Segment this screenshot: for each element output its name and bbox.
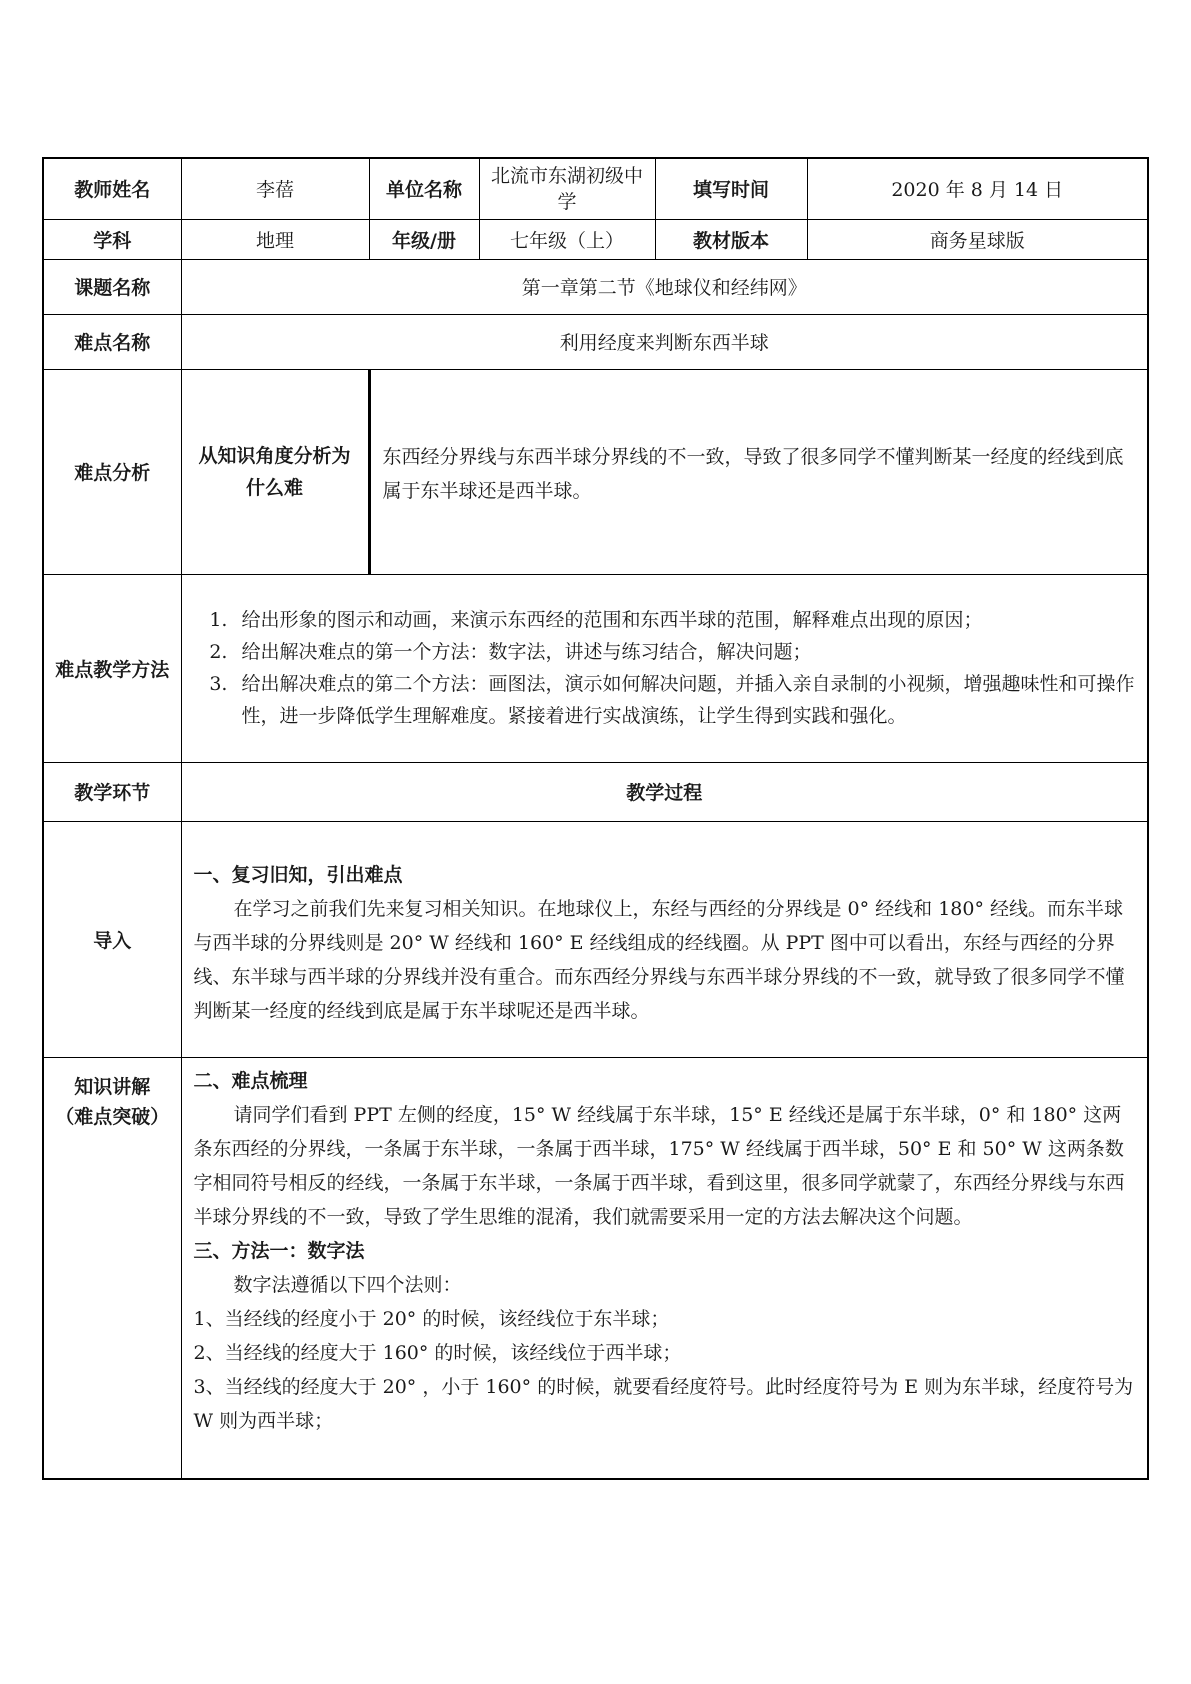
fill-date-label: 填写时间 [655,158,807,219]
knowledge-label-cell [43,1057,181,1479]
rule-3: 3、当经线的经度大于 20° ，小于 160° 的时候，就要看经度符号。此时经度符号为 E 则为东半球，经度符号为 W 则为西半球； [193,1375,1134,1432]
methods-item-3: 3. 给出解决难点的第二个方法：画图法，演示如何解决问题，并插入亲自录制的小视频，增强趣味性和可操作性，进一步降低学生理解难度。紧接着进行实战演练，让学生得到实践和强化。 [234,668,1136,732]
rules-intro: 数字法遵循以下四个法则： [233,1273,462,1296]
methods-cell [181,574,1148,762]
difficulty-label: 难点名称 [43,314,181,369]
teacher-name-label: 教师姓名 [43,158,181,219]
knowledge-heading-3: 三、方法一：数字法 [193,1239,365,1262]
topic-label: 课题名称 [43,259,181,314]
row-basic-info [43,158,1148,219]
teacher-name-value: 李蓓 [181,158,369,219]
row-methods [43,574,1148,762]
row-knowledge [43,1057,1148,1479]
row-difficulty-name [43,314,1148,369]
knowledge-heading-2: 二、难点梳理 [193,1069,308,1092]
subject-label: 学科 [43,219,181,259]
row-intro [43,821,1148,1057]
fill-date-value: 2020 年 8 月 14 日 [807,158,1148,219]
knowledge-label: 知识讲解 [74,1075,151,1098]
edition-label: 教材版本 [655,219,807,259]
knowledge-text-2: 请同学们看到 PPT 左侧的经度，15° W 经线属于东半球，15° E 经线还是属于东半球，0° 和 180° 这两条东西经的分界线，一条属于东半球，一条属于西半球，175° W 经线属于西半球，50° E 和 50° W 这两条数字相同符号相反的经线，一条属于东半球，一条属于西半球，看到这里，很多同学就蒙了，东西经分界线与东西半球分界线的不一致，导致了学生思维的混淆，我们就需要采用一定的方法去解决这个问题。 [193,1103,1125,1228]
row-process-header [43,762,1148,821]
edition-value: 商务星球版 [807,219,1148,259]
analysis-sub-label: 从知识角度分析为什么难 [181,369,369,574]
methods-list [194,604,1136,732]
methods-item-1: 1. 给出形象的图示和动画，来演示东西经的范围和东西半球的范围，解释难点出现的原因； [234,604,1136,636]
rule-2: 2、当经线的经度大于 160° 的时候，该经线位于西半球； [193,1341,682,1364]
analysis-text: 东西经分界线与东西半球分界线的不一致，导致了很多同学不懂判断某一经度的经线到底属于东半球还是西半球。 [382,445,1124,502]
methods-label: 难点教学方法 [43,574,181,762]
difficulty-value: 利用经度来判断东西半球 [181,314,1148,369]
knowledge-cell [181,1057,1148,1479]
intro-cell [181,821,1148,1057]
unit-name-label: 单位名称 [369,158,479,219]
subject-value: 地理 [181,219,369,259]
analysis-label: 难点分析 [43,369,181,574]
intro-heading: 一、复习旧知，引出难点 [193,863,403,886]
rule-1: 1、当经线的经度小于 20° 的时候，该经线位于东半球； [193,1307,670,1330]
grade-label: 年级/册 [369,219,479,259]
topic-value: 第一章第二节《地球仪和经纬网》 [181,259,1148,314]
intro-label: 导入 [43,821,181,1057]
lesson-plan-table [42,157,1149,1480]
row-topic [43,259,1148,314]
analysis-cell [369,369,1148,574]
intro-text: 在学习之前我们先来复习相关知识。在地球仪上，东经与西经的分界线是 0° 经线和 180° 经线。而东半球与西半球的分界线则是 20° W 经线和 160° E 经线组成的经线圈。从 PPT 图中可以看出，东经与西经的分界线、东半球与西半球的分界线并没有重合。而东西经分界线与东西半球分界线的不一致，就导致了很多同学不懂判断某一经度的经线到底是属于东半球呢还是西半球。 [193,897,1125,1022]
knowledge-sublabel: （难点突破） [55,1105,170,1128]
process-stage-label: 教学环节 [43,762,181,821]
process-title: 教学过程 [181,762,1148,821]
row-subject-info [43,219,1148,259]
row-analysis [43,369,1148,574]
grade-value: 七年级（上） [479,219,655,259]
unit-name-value: 北流市东湖初级中学 [479,158,655,219]
methods-item-2: 2. 给出解决难点的第一个方法：数字法，讲述与练习结合，解决问题； [234,636,1136,668]
